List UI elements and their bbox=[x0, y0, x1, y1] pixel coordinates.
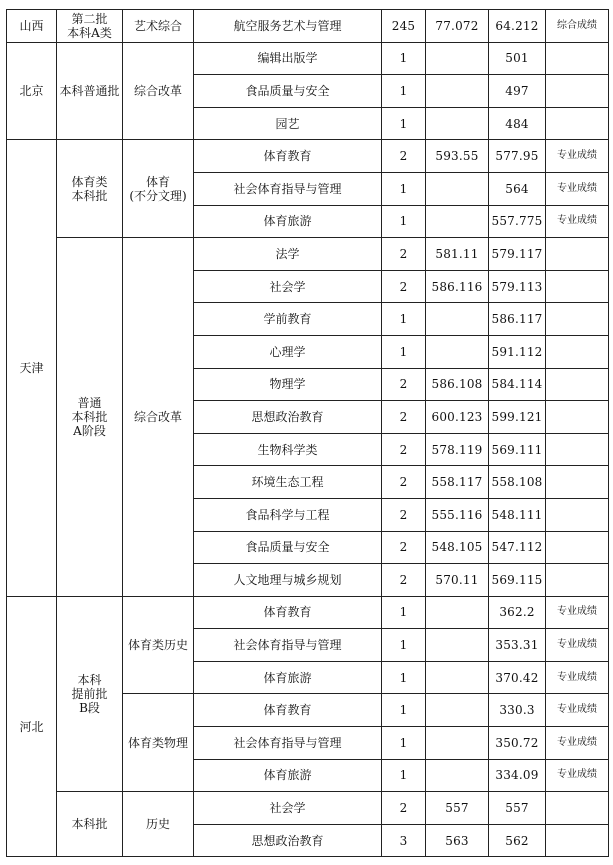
table-row bbox=[7, 792, 609, 825]
min-score-cell: 584.114 bbox=[489, 368, 546, 401]
category-cell: 体育 (不分文理) bbox=[123, 140, 194, 238]
note-cell bbox=[546, 824, 609, 857]
plan-count-cell: 2 bbox=[382, 401, 426, 434]
plan-count-cell: 1 bbox=[382, 596, 426, 629]
major-cell: 社会学 bbox=[194, 270, 382, 303]
major-cell: 人文地理与城乡规划 bbox=[194, 564, 382, 597]
max-score-cell bbox=[426, 335, 489, 368]
plan-count-cell: 1 bbox=[382, 42, 426, 75]
min-score-cell: 330.3 bbox=[489, 694, 546, 727]
max-score-cell: 558.117 bbox=[426, 466, 489, 499]
category-cell: 综合改革 bbox=[123, 42, 194, 140]
note-cell: 专业成绩 bbox=[546, 629, 609, 662]
plan-count-cell: 2 bbox=[382, 564, 426, 597]
province-cell: 北京 bbox=[7, 42, 57, 140]
max-score-cell: 586.116 bbox=[426, 270, 489, 303]
min-score-cell: 350.72 bbox=[489, 727, 546, 760]
province-cell: 河北 bbox=[7, 596, 57, 857]
max-score-cell bbox=[426, 107, 489, 140]
max-score-cell: 600.123 bbox=[426, 401, 489, 434]
note-cell: 专业成绩 bbox=[546, 759, 609, 792]
plan-count-cell: 2 bbox=[382, 238, 426, 271]
note-cell: 专业成绩 bbox=[546, 140, 609, 173]
note-cell bbox=[546, 498, 609, 531]
batch-cell: 本科普通批 bbox=[57, 42, 123, 140]
table-row bbox=[7, 596, 609, 629]
min-score-cell: 591.112 bbox=[489, 335, 546, 368]
max-score-cell bbox=[426, 694, 489, 727]
major-cell: 体育教育 bbox=[194, 694, 382, 727]
major-cell: 社会体育指导与管理 bbox=[194, 172, 382, 205]
admission-scores-table bbox=[6, 9, 609, 857]
min-score-cell: 579.113 bbox=[489, 270, 546, 303]
note-cell: 专业成绩 bbox=[546, 694, 609, 727]
note-cell: 专业成绩 bbox=[546, 661, 609, 694]
major-cell: 食品质量与安全 bbox=[194, 531, 382, 564]
plan-count-cell: 3 bbox=[382, 824, 426, 857]
max-score-cell: 586.108 bbox=[426, 368, 489, 401]
note-cell bbox=[546, 368, 609, 401]
note-cell bbox=[546, 75, 609, 108]
note-cell bbox=[546, 401, 609, 434]
min-score-cell: 557.775 bbox=[489, 205, 546, 238]
min-score-cell: 569.115 bbox=[489, 564, 546, 597]
major-cell: 法学 bbox=[194, 238, 382, 271]
batch-cell: 体育类 本科批 bbox=[57, 140, 123, 238]
min-score-cell: 64.212 bbox=[489, 10, 546, 43]
major-cell: 环境生态工程 bbox=[194, 466, 382, 499]
major-cell: 思想政治教育 bbox=[194, 401, 382, 434]
category-cell: 艺术综合 bbox=[123, 10, 194, 43]
max-score-cell: 570.11 bbox=[426, 564, 489, 597]
category-cell: 体育类物理 bbox=[123, 694, 194, 792]
major-cell: 体育旅游 bbox=[194, 661, 382, 694]
min-score-cell: 557 bbox=[489, 792, 546, 825]
plan-count-cell: 2 bbox=[382, 140, 426, 173]
major-cell: 社会学 bbox=[194, 792, 382, 825]
min-score-cell: 484 bbox=[489, 107, 546, 140]
plan-count-cell: 1 bbox=[382, 172, 426, 205]
batch-cell: 本科 提前批 B段 bbox=[57, 596, 123, 792]
min-score-cell: 564 bbox=[489, 172, 546, 205]
plan-count-cell: 1 bbox=[382, 694, 426, 727]
max-score-cell bbox=[426, 727, 489, 760]
plan-count-cell: 1 bbox=[382, 727, 426, 760]
min-score-cell: 577.95 bbox=[489, 140, 546, 173]
major-cell: 物理学 bbox=[194, 368, 382, 401]
plan-count-cell: 1 bbox=[382, 75, 426, 108]
max-score-cell: 557 bbox=[426, 792, 489, 825]
major-cell: 心理学 bbox=[194, 335, 382, 368]
major-cell: 体育教育 bbox=[194, 596, 382, 629]
note-cell bbox=[546, 303, 609, 336]
max-score-cell: 555.116 bbox=[426, 498, 489, 531]
plan-count-cell: 2 bbox=[382, 433, 426, 466]
plan-count-cell: 1 bbox=[382, 107, 426, 140]
major-cell: 社会体育指导与管理 bbox=[194, 727, 382, 760]
note-cell bbox=[546, 792, 609, 825]
note-cell bbox=[546, 466, 609, 499]
plan-count-cell: 1 bbox=[382, 205, 426, 238]
min-score-cell: 362.2 bbox=[489, 596, 546, 629]
major-cell: 社会体育指导与管理 bbox=[194, 629, 382, 662]
category-cell: 体育类历史 bbox=[123, 596, 194, 694]
max-score-cell: 581.11 bbox=[426, 238, 489, 271]
plan-count-cell: 1 bbox=[382, 629, 426, 662]
major-cell: 航空服务艺术与管理 bbox=[194, 10, 382, 43]
note-cell: 专业成绩 bbox=[546, 727, 609, 760]
min-score-cell: 586.117 bbox=[489, 303, 546, 336]
batch-cell: 第二批 本科A类 bbox=[57, 10, 123, 43]
min-score-cell: 334.09 bbox=[489, 759, 546, 792]
min-score-cell: 569.111 bbox=[489, 433, 546, 466]
max-score-cell bbox=[426, 629, 489, 662]
min-score-cell: 579.117 bbox=[489, 238, 546, 271]
max-score-cell: 77.072 bbox=[426, 10, 489, 43]
province-cell: 天津 bbox=[7, 140, 57, 596]
note-cell: 综合成绩 bbox=[546, 10, 609, 43]
major-cell: 体育旅游 bbox=[194, 205, 382, 238]
table-row bbox=[7, 140, 609, 173]
category-cell: 综合改革 bbox=[123, 238, 194, 597]
max-score-cell: 563 bbox=[426, 824, 489, 857]
major-cell: 体育教育 bbox=[194, 140, 382, 173]
note-cell: 专业成绩 bbox=[546, 596, 609, 629]
max-score-cell: 548.105 bbox=[426, 531, 489, 564]
min-score-cell: 599.121 bbox=[489, 401, 546, 434]
major-cell: 园艺 bbox=[194, 107, 382, 140]
note-cell bbox=[546, 270, 609, 303]
major-cell: 学前教育 bbox=[194, 303, 382, 336]
note-cell: 专业成绩 bbox=[546, 172, 609, 205]
max-score-cell bbox=[426, 661, 489, 694]
table-row bbox=[7, 42, 609, 75]
category-cell: 历史 bbox=[123, 792, 194, 857]
min-score-cell: 497 bbox=[489, 75, 546, 108]
min-score-cell: 501 bbox=[489, 42, 546, 75]
plan-count-cell: 2 bbox=[382, 368, 426, 401]
max-score-cell bbox=[426, 759, 489, 792]
max-score-cell bbox=[426, 75, 489, 108]
plan-count-cell: 2 bbox=[382, 792, 426, 825]
max-score-cell bbox=[426, 596, 489, 629]
table-row bbox=[7, 10, 609, 43]
min-score-cell: 353.31 bbox=[489, 629, 546, 662]
min-score-cell: 370.42 bbox=[489, 661, 546, 694]
note-cell bbox=[546, 433, 609, 466]
major-cell: 食品科学与工程 bbox=[194, 498, 382, 531]
major-cell: 思想政治教育 bbox=[194, 824, 382, 857]
max-score-cell bbox=[426, 42, 489, 75]
note-cell bbox=[546, 107, 609, 140]
plan-count-cell: 2 bbox=[382, 498, 426, 531]
min-score-cell: 558.108 bbox=[489, 466, 546, 499]
batch-cell: 本科批 bbox=[57, 792, 123, 857]
max-score-cell bbox=[426, 172, 489, 205]
plan-count-cell: 2 bbox=[382, 531, 426, 564]
plan-count-cell: 2 bbox=[382, 270, 426, 303]
plan-count-cell: 1 bbox=[382, 759, 426, 792]
plan-count-cell: 245 bbox=[382, 10, 426, 43]
min-score-cell: 547.112 bbox=[489, 531, 546, 564]
max-score-cell: 593.55 bbox=[426, 140, 489, 173]
note-cell bbox=[546, 335, 609, 368]
max-score-cell bbox=[426, 205, 489, 238]
major-cell: 食品质量与安全 bbox=[194, 75, 382, 108]
min-score-cell: 562 bbox=[489, 824, 546, 857]
min-score-cell: 548.111 bbox=[489, 498, 546, 531]
plan-count-cell: 2 bbox=[382, 466, 426, 499]
max-score-cell: 578.119 bbox=[426, 433, 489, 466]
plan-count-cell: 1 bbox=[382, 661, 426, 694]
batch-cell: 普通 本科批 A阶段 bbox=[57, 238, 123, 597]
note-cell bbox=[546, 531, 609, 564]
plan-count-cell: 1 bbox=[382, 335, 426, 368]
plan-count-cell: 1 bbox=[382, 303, 426, 336]
province-cell: 山西 bbox=[7, 10, 57, 43]
note-cell bbox=[546, 238, 609, 271]
table-row bbox=[7, 238, 609, 271]
major-cell: 生物科学类 bbox=[194, 433, 382, 466]
major-cell: 体育旅游 bbox=[194, 759, 382, 792]
note-cell bbox=[546, 564, 609, 597]
major-cell: 编辑出版学 bbox=[194, 42, 382, 75]
note-cell bbox=[546, 42, 609, 75]
max-score-cell bbox=[426, 303, 489, 336]
note-cell: 专业成绩 bbox=[546, 205, 609, 238]
